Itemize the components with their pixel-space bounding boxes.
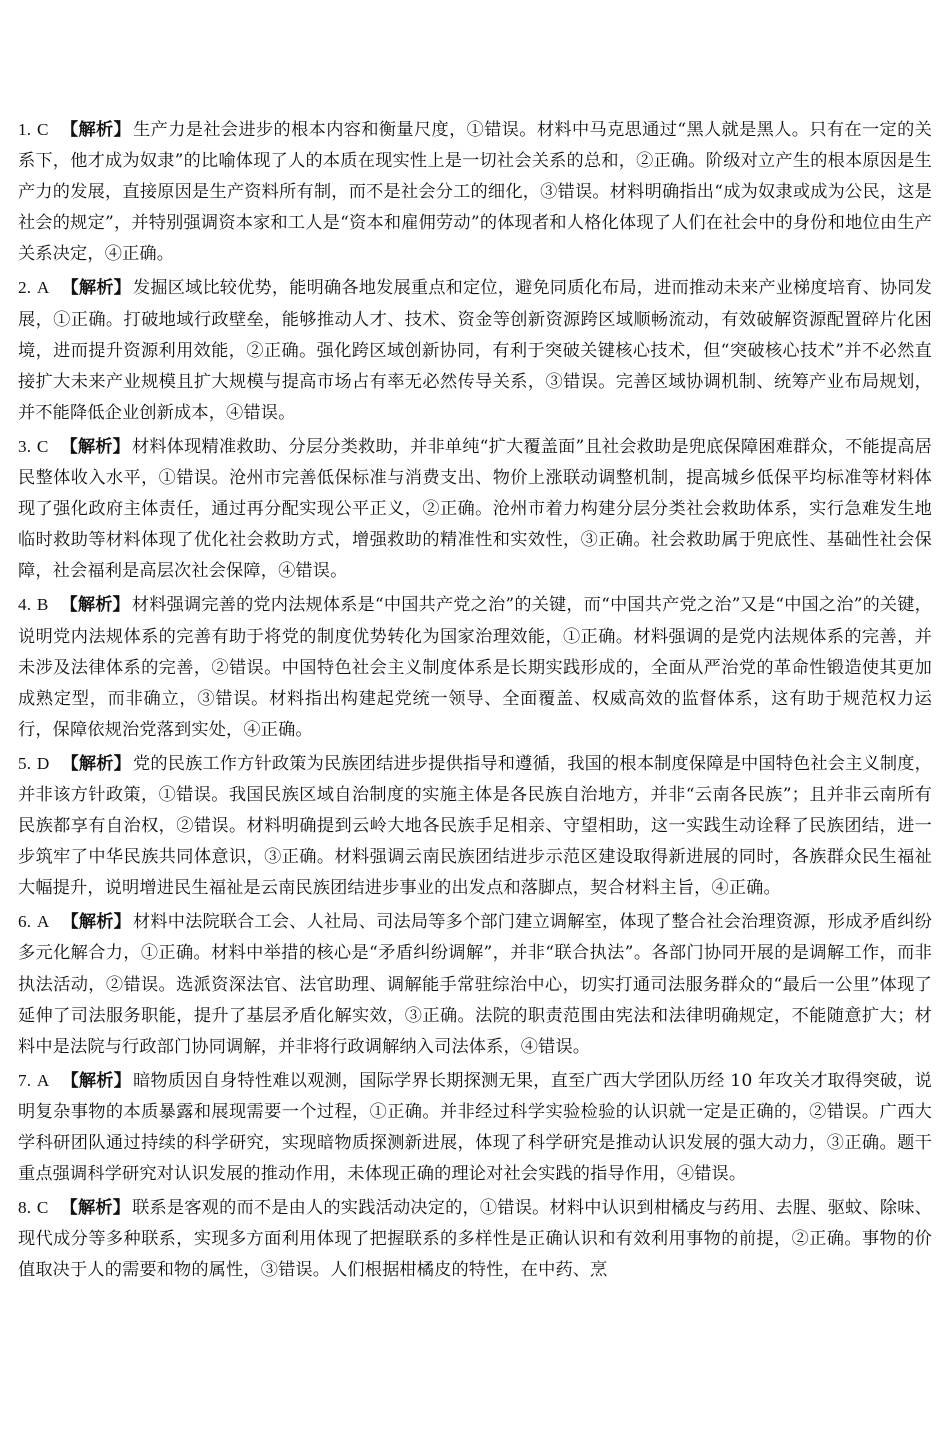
answer-letter: C bbox=[37, 120, 49, 139]
question-number: 5. bbox=[18, 753, 32, 773]
answer-item-4 bbox=[18, 589, 932, 745]
question-number: 8. bbox=[18, 1198, 32, 1218]
answer-item-2 bbox=[18, 272, 932, 428]
answer-item-8 bbox=[18, 1192, 932, 1286]
question-number: 4. bbox=[18, 595, 32, 615]
answer-item-1 bbox=[18, 114, 932, 270]
answer-letter: B bbox=[36, 595, 49, 615]
question-number: 7. bbox=[18, 1070, 32, 1090]
answer-letter: A bbox=[36, 912, 50, 932]
analysis-text: 材料中法院联合工会、人社局、司法局等多个部门建立调解室，体现了整合社会治理资源，形成矛盾纠纷多元化解合力，①正确。材料中举措的核心是“矛盾纠纷调解”，并非“联合执法”。各部门协同开展的是调解工作，而非执法活动，②错误。选派资深法官、法官助理、调解能手常驻综治中心，切实打通司法服务群众的“最后一公里”体现了延伸了司法服务职能，提升了基层矛盾化解实效，③正确。法院的职责范围由宪法和法律明确规定，不能随意扩大；材料中是法院与行政部门协同调解，并非将行政调解纳入司法体系，④错误。 bbox=[18, 912, 932, 1057]
analysis-label: 【解析】 bbox=[61, 912, 131, 933]
analysis-text: 材料体现精准救助、分层分类救助，并非单纯“扩大覆盖面”且社会救助是兜底保障困难群众，不能提高居民整体收入水平，①错误。沧州市完善低保标准与消费支出、物价上涨联动调整机制，提高城乡低保平均标准等材料体现了强化政府主体责任，通过再分配实现公平正义，②正确。沧州市着力构建分层分类社会救助体系，实行急难发生地临时救助等材料体现了优化社会救助方式，增强救助的精准性和实效性，③正确。社会救助属于兜底性、基础性社会保障，社会福利是高层次社会保障，④错误。 bbox=[18, 436, 932, 582]
question-number: 6. bbox=[18, 912, 32, 932]
analysis-text: 暗物质因自身特性难以观测，国际学界长期探测无果，直至广西大学团队历经 10 年攻关才取得突破，说明复杂事物的本质暴露和展现需要一个过程，①正确。并非经过科学实验检验的认识就一定是正确的，②错误。广西大学科研团队通过持续的科学研究，实现暗物质探测新进展，体现了科学研究是推动认识发展的强大动力，③正确。题干重点强调科学研究对认识发展的推动作用，未体现正确的理论对社会实践的指导作用，④错误。 bbox=[18, 1070, 932, 1185]
analysis-text: 生产力是社会进步的根本内容和衡量尺度，①错误。材料中马克思通过“黑人就是黑人。只有在一定的关系下，他才成为奴隶”的比喻体现了人的本质在现实性上是一切社会关系的总和，②正确。阶级对立产生的根本原因是生产力的发展，直接原因是生产资料所有制，而不是社会分工的细化，③错误。材料明确指出“成为奴隶或成为公民，这是社会的规定”，并特别强调资本家和工人是“资本和雇佣劳动”的体现者和人格化体现了人们在社会中的身份和地位由生产关系决定，④正确。 bbox=[18, 120, 932, 265]
analysis-text: 党的民族工作方针政策为民族团结进步提供指导和遵循，我国的根本制度保障是中国特色社会主义制度，并非该方针政策，①错误。我国民族区域自治制度的实施主体是各民族自治地方，并非“云南各民族”；且并非云南所有民族都享有自治权，②错误。材料明确提到云岭大地各民族手足相亲、守望相助，这一实践生动诠释了民族团结，进一步筑牢了中华民族共同体意识，③正确。材料强调云南民族团结进步示范区建设取得新进展的同时，各族群众民生福祉大幅提升，说明增进民生福祉是云南民族团结进步事业的出发点和落脚点，契合材料主旨，④正确。 bbox=[18, 753, 932, 899]
answer-item-6 bbox=[18, 906, 932, 1062]
answer-letter: D bbox=[36, 753, 50, 773]
analysis-label: 【解析】 bbox=[61, 278, 131, 299]
analysis-text: 联系是客观的而不是由人的实践活动决定的，①错误。材料中认识到柑橘皮与药用、去腥、驱蚊、除味、现代成分等多种联系，实现多方面利用体现了把握联系的多样性是正确认识和有效利用事物的前提，②正确。事物的价值取决于人的需要和物的属性，③错误。人们根据柑橘皮的特性，在中药、烹 bbox=[18, 1198, 932, 1281]
answer-letter: C bbox=[36, 436, 49, 456]
answer-explanations bbox=[18, 114, 932, 1288]
answer-letter: A bbox=[36, 278, 50, 298]
question-number: 2. bbox=[18, 278, 32, 298]
answer-item-5 bbox=[18, 748, 932, 904]
analysis-label: 【解析】 bbox=[60, 1198, 131, 1219]
analysis-text: 材料强调完善的党内法规体系是“中国共产党之治”的关键，而“中国共产党之治”又是“中国之治”的关键，说明党内法规体系的完善有助于将党的制度优势转化为国家治理效能，①正确。材料强调的是党内法规体系的完善，并未涉及法律体系的完善，②错误。中国特色社会主义制度体系是长期实践形成的，全面从严治党的革命性锻造使其更加成熟定型，而非确立，③错误。材料指出构建起党统一领导、全面覆盖、权威高效的监督体系，这有助于规范权力运行，保障依规治党落到实处，④正确。 bbox=[18, 595, 932, 740]
answer-letter: C bbox=[36, 1198, 49, 1218]
analysis-text: 发掘区域比较优势，能明确各地发展重点和定位，避免同质化布局，进而推动未来产业梯度培育、协同发展，①正确。打破地域行政壁垒，能够推动人才、技术、资金等创新资源跨区域顺畅流动，有效破解资源配置碎片化困境，进而提升资源利用效能，②正确。强化跨区域创新协同，有利于突破关键核心技术，但“突破核心技术”并不必然直接扩大未来产业规模且扩大规模与提高市场占有率无必然传导关系，③错误。完善区域协调机制、统筹产业布局规划，并不能降低企业创新成本，④错误。 bbox=[18, 278, 932, 423]
analysis-label: 【解析】 bbox=[60, 595, 130, 616]
analysis-label: 【解析】 bbox=[61, 753, 131, 774]
analysis-label: 【解析】 bbox=[61, 1070, 132, 1091]
analysis-label: 【解析】 bbox=[60, 436, 131, 457]
answer-item-3 bbox=[18, 431, 932, 587]
question-number: 1. bbox=[18, 120, 32, 139]
analysis-label: 【解析】 bbox=[60, 120, 132, 140]
question-number: 3. bbox=[18, 436, 32, 456]
answer-letter: A bbox=[36, 1070, 50, 1090]
answer-item-7 bbox=[18, 1065, 932, 1190]
